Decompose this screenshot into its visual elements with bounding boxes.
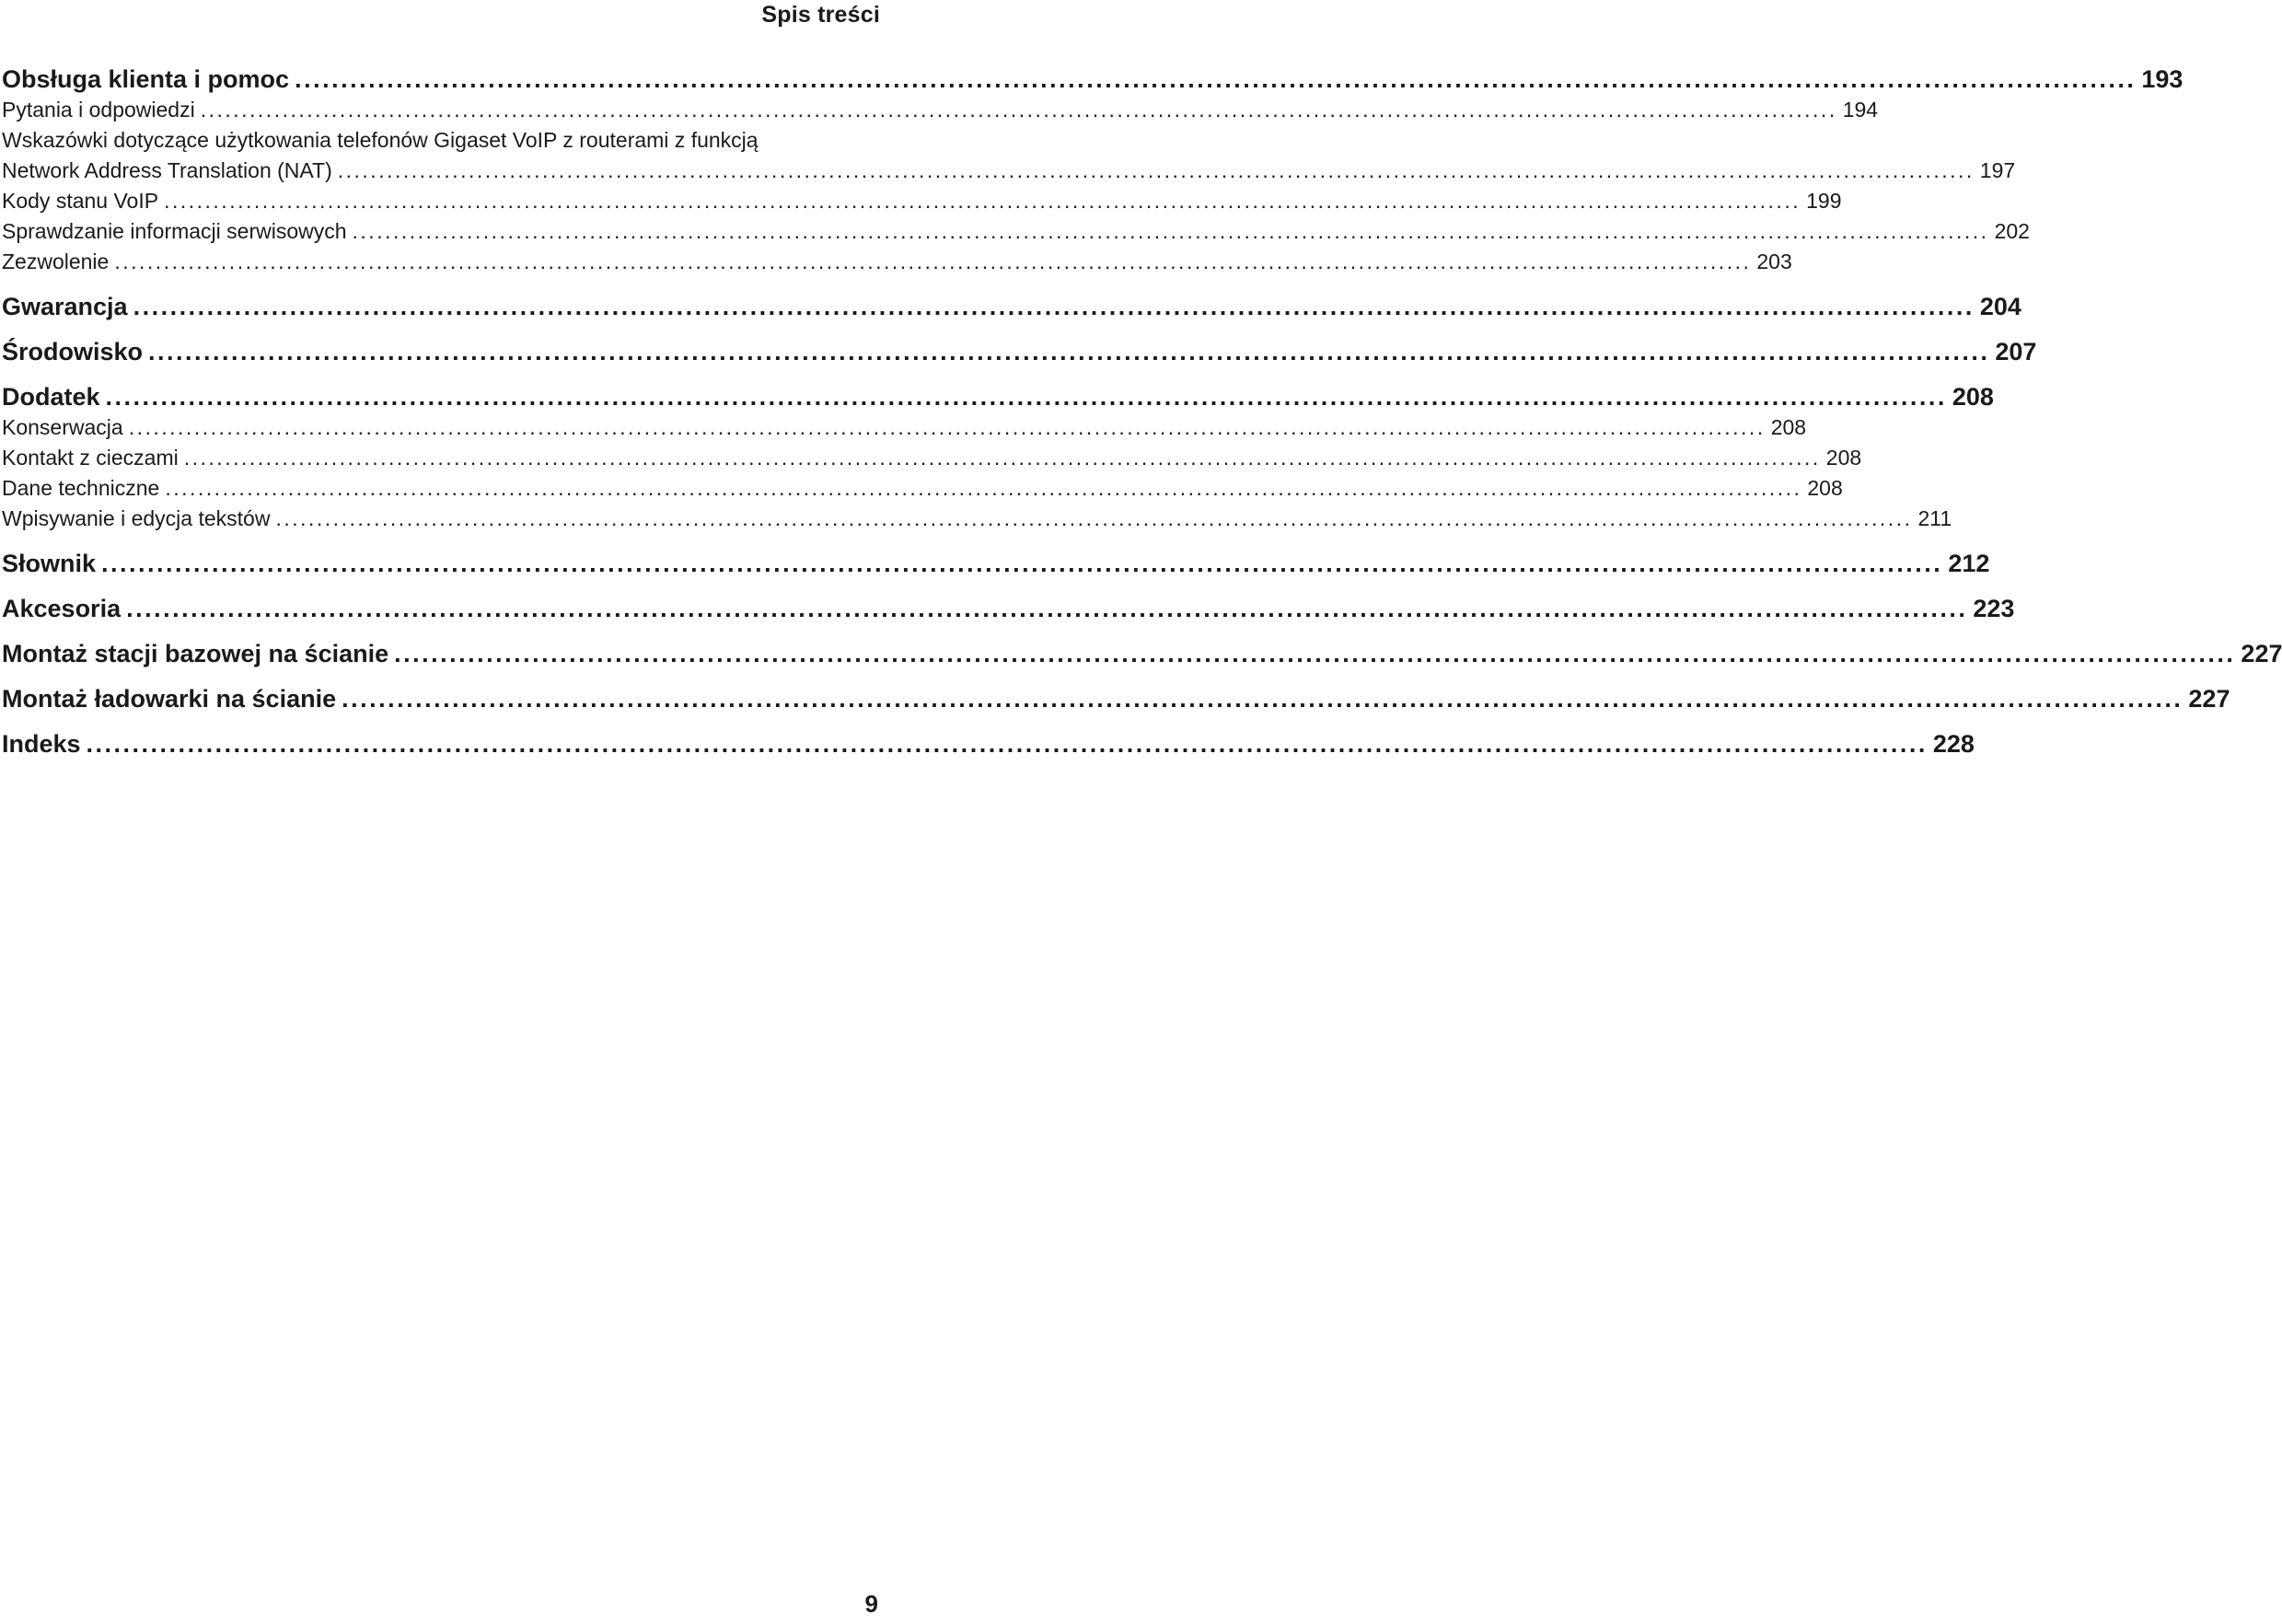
toc-entry-page: 194 [1842, 98, 1879, 122]
toc-entry[interactable] [2, 337, 2037, 367]
toc-entry[interactable] [2, 594, 2015, 624]
toc-entry-title: Montaż stacji bazowej na ścianie [2, 640, 389, 667]
toc-entry-title: Konserwacja [2, 415, 123, 439]
dot-leader: ........................................................................................................................................................................................................ [165, 476, 1802, 500]
toc-entry-title: Wpisywanie i edycja tekstów [2, 506, 271, 530]
toc-entry-page: 203 [1756, 249, 1792, 273]
dot-leader: ........................................................................................................................................................................................................ [133, 293, 1975, 320]
toc-entry-title: Indeks [2, 730, 81, 758]
toc-entry[interactable] [2, 247, 1792, 277]
toc-entry-page: 228 [1932, 730, 1975, 758]
dot-leader: ........................................................................................................................................................................................................ [337, 158, 1975, 182]
toc-entry[interactable] [2, 504, 1952, 534]
toc-entry-page: 227 [2241, 640, 2282, 667]
table-of-contents [2, 64, 2282, 760]
dot-leader: ........................................................................................................................................................................................................ [342, 685, 2184, 713]
toc-entry[interactable] [2, 412, 1807, 443]
section-header: Spis treści [761, 2, 880, 28]
dot-leader: ........................................................................................................................................................................................................ [275, 506, 1913, 530]
toc-entry-page: 211 [1917, 506, 1952, 530]
toc-entry-title: Dodatek [2, 383, 100, 411]
dot-leader: ........................................................................................................................................................................................................ [86, 730, 1928, 758]
dot-leader: ........................................................................................................................................................................................................ [352, 219, 1989, 243]
toc-entry-page: 208 [1825, 446, 1862, 470]
toc-entry-title: Network Address Translation (NAT) [2, 158, 332, 182]
toc-entry-title: Obsługa klienta i pomoc [2, 65, 290, 93]
toc-entry[interactable] [2, 443, 1862, 473]
toc-entry[interactable] [2, 216, 2030, 247]
toc-entry[interactable] [2, 473, 1843, 504]
toc-entry-title: Dane techniczne [2, 476, 160, 500]
toc-entry[interactable] [2, 549, 1990, 579]
dot-leader: ........................................................................................................................................................................................................ [200, 98, 1837, 122]
toc-entry[interactable] [2, 684, 2230, 714]
toc-entry-page: 208 [1770, 415, 1807, 439]
toc-entry[interactable] [2, 156, 2016, 186]
toc-entry-title: Środowisko [2, 338, 144, 365]
dot-leader: ........................................................................................................................................................................................................ [148, 338, 1990, 365]
toc-entry[interactable] [2, 292, 2021, 322]
toc-entry-title: Pytania i odpowiedzi [2, 98, 195, 122]
dot-leader: ........................................................................................................................................................................................................ [394, 640, 2236, 667]
toc-entry[interactable] [2, 382, 1994, 412]
toc-entry-page: 227 [2188, 685, 2230, 713]
toc-entry-title: Zezwolenie [2, 249, 110, 273]
toc-entry-title: Sprawdzanie informacji serwisowych [2, 219, 347, 243]
toc-entry-page: 212 [1948, 550, 1990, 577]
toc-entry-page: 202 [1994, 219, 2030, 243]
toc-entry-page: 208 [1807, 476, 1843, 500]
toc-entry-title: Słownik [2, 550, 97, 577]
toc-entry-page: 208 [1952, 383, 1994, 411]
toc-entry[interactable] [2, 64, 2184, 95]
toc-entry[interactable] [2, 186, 1842, 216]
toc-entry-title: Kody stanu VoIP [2, 189, 159, 213]
dot-leader: ........................................................................................................................................................................................................ [126, 595, 1968, 622]
dot-leader: ........................................................................................................................................................................................................ [183, 446, 1821, 470]
page-number: 9 [864, 1590, 878, 1618]
dot-leader: ........................................................................................................................................................................................................ [105, 383, 1947, 411]
dot-leader: ........................................................................................................................................................................................................ [114, 249, 1752, 273]
toc-entry[interactable] [2, 95, 1879, 125]
toc-entry-title: Kontakt z cieczami [2, 446, 179, 470]
toc-entry-page: 199 [1806, 189, 1842, 213]
toc-entry-title: Gwarancja [2, 293, 128, 320]
toc-entry[interactable] [2, 639, 2282, 669]
toc-entry-title: Montaż ładowarki na ścianie [2, 685, 337, 713]
toc-entry-page: 204 [1979, 293, 2021, 320]
dot-leader: ........................................................................................................................................................................................................ [295, 65, 2137, 93]
toc-entry-page: 207 [1995, 338, 2037, 365]
toc-entry-page: 193 [2141, 65, 2184, 93]
dot-leader: ........................................................................................................................................................................................................ [128, 415, 1766, 439]
toc-entry-title-line1[interactable]: Wskazówki dotyczące użytkowania telefonów Gigaset VoIP z routerami z funkcją [2, 128, 759, 152]
dot-leader: ........................................................................................................................................................................................................ [164, 189, 1801, 213]
toc-entry[interactable] [2, 729, 1975, 760]
toc-entry-page: 197 [1979, 158, 2016, 182]
toc-entry-page: 223 [1973, 595, 2015, 622]
toc-entry-title: Akcesoria [2, 595, 122, 622]
dot-leader: ........................................................................................................................................................................................................ [101, 550, 1943, 577]
